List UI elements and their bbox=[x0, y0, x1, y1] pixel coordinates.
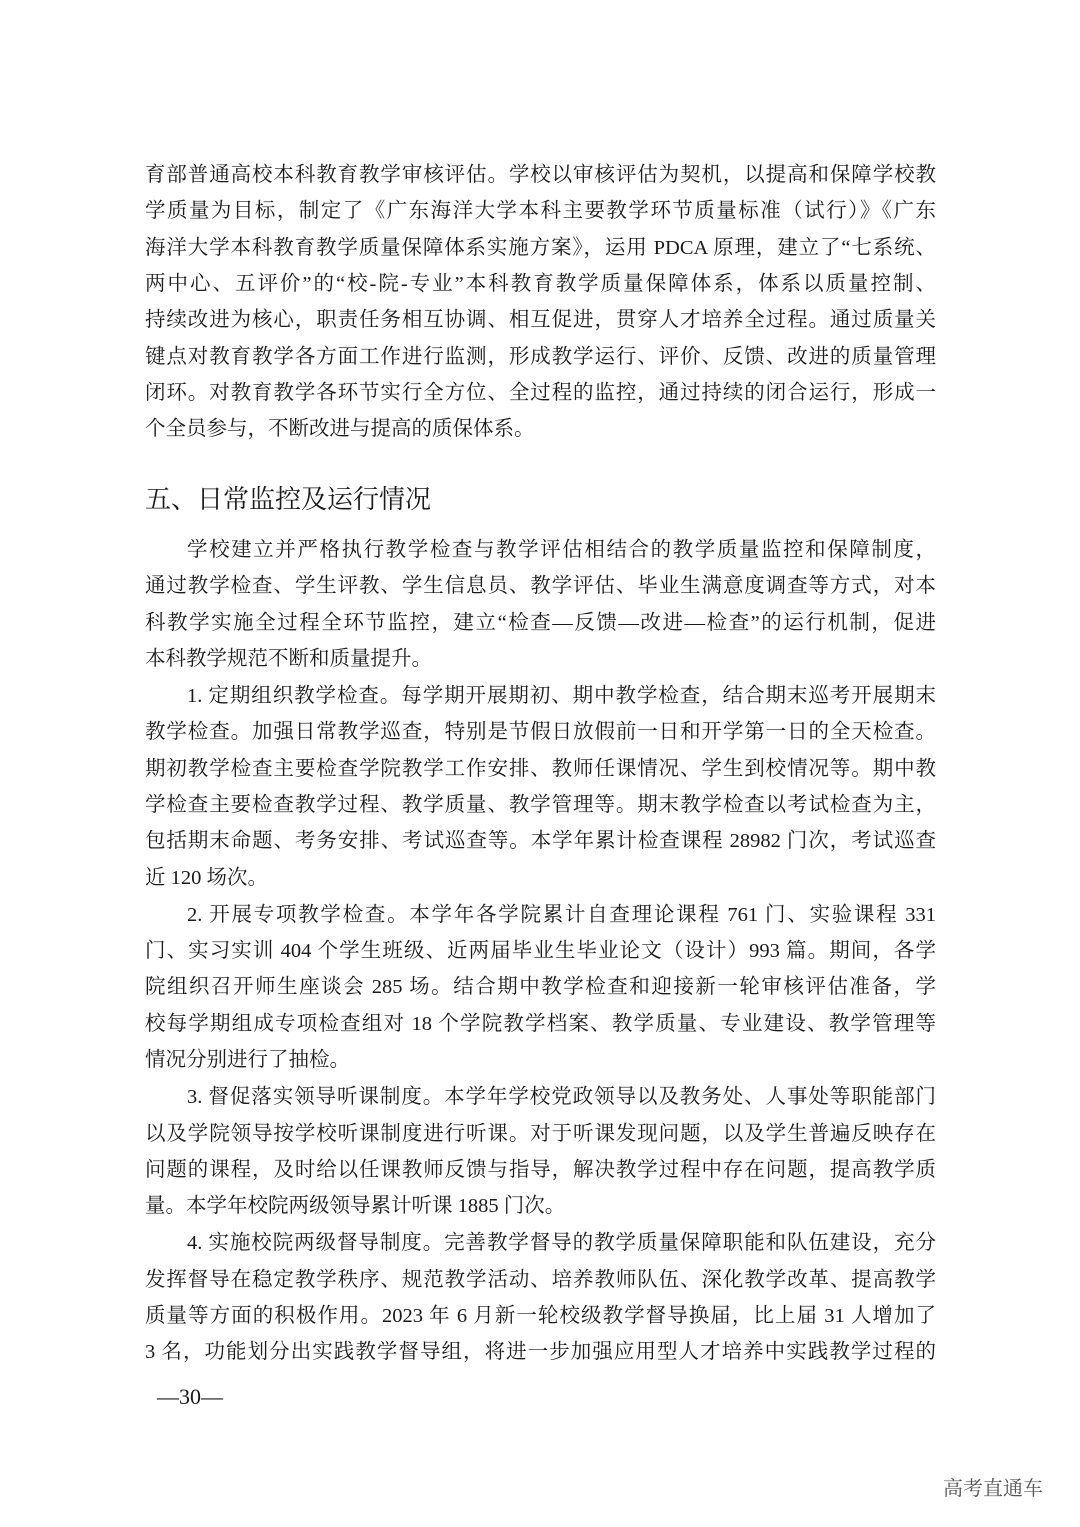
paragraph-line: 闭环。对教育教学各环节实行全方位、全过程的监控，通过持续的闭合运行，形成一 bbox=[145, 381, 936, 404]
paragraph-line: 包括期末命题、考务安排、考试巡查等。本学年累计检查课程 28982 门次，考试巡查 bbox=[145, 830, 936, 853]
paragraph-line: 门、实习实训 404 个学生班级、近两届毕业生毕业论文（设计）993 篇。期间，各学 bbox=[145, 940, 936, 963]
paragraph-line: 两中心、五评价”的“校-院-专业”本科教育教学质量保障体系，体系以质量控制、 bbox=[145, 272, 936, 295]
paragraph-line: 问题的课程，及时给以任课教师反馈与指导，解决教学过程中存在问题，提高教学质 bbox=[145, 1158, 936, 1181]
paragraph-line: 近 120 场次。 bbox=[145, 866, 268, 889]
paragraph-line: 教学检查。加强日常教学巡查，特别是节假日放假前一日和开学第一日的全天检查。 bbox=[145, 721, 936, 744]
paragraph-line: 校每学期组成专项检查组对 18 个学院教学档案、教学质量、专业建设、教学管理等 bbox=[145, 1012, 936, 1035]
paragraph-line: 期初教学检查主要检查学院教学工作安排、教师任课情况、学生到校情况等。期中教 bbox=[145, 757, 936, 780]
paragraph-line: 量。本学年校院两级领导累计听课 1885 门次。 bbox=[145, 1195, 566, 1218]
paragraph-line: 学质量为目标，制定了《广东海洋大学本科主要教学环节质量标准（试行）》《广东 bbox=[145, 200, 936, 223]
paragraph-line: 本科教学规范不断和质量提升。 bbox=[145, 647, 432, 670]
paragraph-line: 3 名，功能划分出实践教学督导组，将进一步加强应用型人才培养中实践教学过程的 bbox=[145, 1341, 936, 1364]
paragraph-line: 科教学实施全过程全环节监控，建立“检查—反馈—改进—检查”的运行机制，促进 bbox=[145, 611, 936, 634]
watermark-text: 高考直通车 bbox=[943, 1476, 1043, 1500]
paragraph-line: 学校建立并严格执行教学检查与教学评估相结合的教学质量监控和保障制度， bbox=[187, 539, 936, 561]
paragraph-line: 3. 督促落实领导听课制度。本学年学校党政领导以及教务处、人事处等职能部门 bbox=[187, 1086, 936, 1109]
paragraph-line: 1. 定期组织教学检查。每学期开展期初、期中教学检查，结合期末巡考开展期末 bbox=[187, 685, 936, 708]
section-heading: 五、日常监控及运行情况 bbox=[145, 485, 432, 515]
paragraph-line: 学检查主要检查教学过程、教学质量、教学管理等。期末教学检查以考试检查为主， bbox=[145, 794, 936, 816]
paragraph-line: 质量等方面的积极作用。2023 年 6 月新一轮校级教学督导换届，比上届 31 人增加了 bbox=[145, 1304, 936, 1327]
paragraph-line: 育部普通高校本科教育教学审核评估。学校以审核评估为契机，以提高和保障学校教 bbox=[145, 164, 936, 186]
paragraph-line: 情况分别进行了抽检。 bbox=[145, 1049, 350, 1071]
paragraph-line: 院组织召开师生座谈会 285 场。结合期中教学检查和迎接新一轮审核评估准备，学 bbox=[145, 976, 936, 999]
paragraph-line: 2. 开展专项教学检查。本学年各学院累计自查理论课程 761 门、实验课程 331 bbox=[187, 903, 936, 926]
paragraph-line: 持续改进为核心，职责任务相互协调、相互促进，贯穿人才培养全过程。通过质量关 bbox=[145, 309, 936, 332]
paragraph-line: 通过教学检查、学生评教、学生信息员、教学评估、毕业生满意度调查等方式，对本 bbox=[145, 575, 936, 598]
paragraph-line: 键点对教育教学各方面工作进行监测，形成教学运行、评价、反馈、改进的质量管理 bbox=[145, 345, 936, 368]
paragraph-line: 4. 实施校院两级督导制度。完善教学督导的教学质量保障职能和队伍建设，充分 bbox=[187, 1232, 936, 1255]
paragraph-line: 以及学院领导按学校听课制度进行听课。对于听课发现问题，以及学生普遍反映存在 bbox=[145, 1122, 936, 1145]
page-number: —30— bbox=[157, 1384, 223, 1409]
paragraph-line: 海洋大学本科教育教学质量保障体系实施方案》，运用 PDCA 原理，建立了“七系统、 bbox=[145, 236, 936, 259]
paragraph-line: 发挥督导在稳定教学秩序、规范教学活动、培养教师队伍、深化教学改革、提高教学 bbox=[145, 1268, 936, 1291]
paragraph-line: 个全员参与，不断改进与提高的质保体系。 bbox=[145, 418, 535, 441]
